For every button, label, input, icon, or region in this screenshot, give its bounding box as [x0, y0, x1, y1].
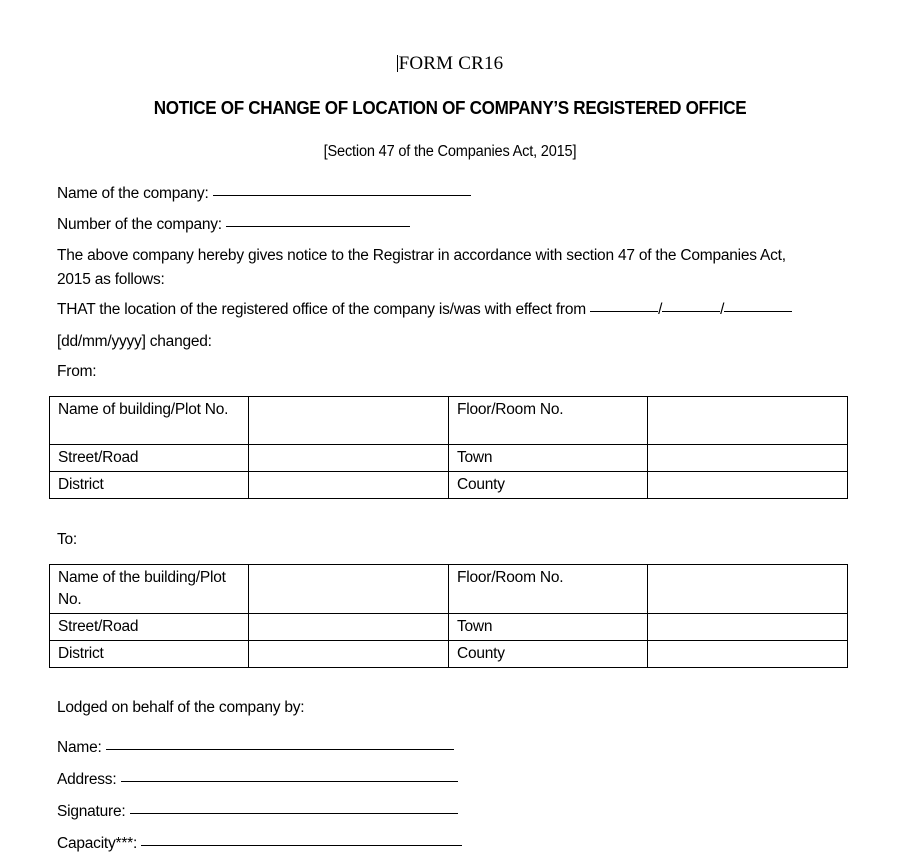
from-district-label: District [50, 472, 249, 499]
to-floor-label: Floor/Room No. [449, 565, 648, 614]
lodger-signature-label: Signature: [57, 803, 126, 820]
effective-date-year-input[interactable] [724, 311, 792, 312]
from-town-value[interactable] [648, 445, 848, 472]
to-district-label: District [50, 641, 249, 668]
effective-date-month-input[interactable] [662, 311, 720, 312]
table-row [50, 445, 848, 472]
from-floor-value[interactable] [648, 397, 848, 445]
to-town-label: Town [449, 614, 648, 641]
text-caret [397, 55, 398, 72]
lodger-name-label: Name: [57, 739, 102, 756]
to-town-value[interactable] [648, 614, 848, 641]
table-row [50, 472, 848, 499]
to-district-value[interactable] [249, 641, 449, 668]
from-building-label: Name of building/Plot No. [50, 397, 249, 445]
location-change-clause [57, 299, 792, 321]
table-row [50, 614, 848, 641]
page-title: NOTICE OF CHANGE OF LOCATION OF COMPANY’S REGISTERED OFFICE [153, 98, 747, 118]
document-subtitle: [Section 47 of the Companies Act, 2015] [323, 143, 577, 160]
lodger-name-row [57, 737, 454, 759]
lodger-capacity-row [57, 833, 462, 855]
from-address-table [49, 396, 848, 499]
to-street-value[interactable] [249, 614, 449, 641]
to-address-table [49, 564, 848, 668]
table-row [50, 565, 848, 614]
to-county-value[interactable] [648, 641, 848, 668]
to-street-label: Street/Road [50, 614, 249, 641]
company-number-input[interactable] [226, 226, 410, 227]
lodgement-heading: Lodged on behalf of the company by: [57, 699, 305, 716]
location-clause-text: THAT the location of the registered office of the company is/was with effect from [57, 301, 586, 318]
form-code-text: FORM CR16 [398, 53, 504, 74]
company-name-input[interactable] [213, 195, 471, 196]
lodger-capacity-label: Capacity***: [57, 835, 138, 852]
from-building-value[interactable] [249, 397, 449, 445]
notice-paragraph: The above company hereby gives notice to the Registrar in accordance with section 47 of the Companies Act, 2015 as follows: [57, 247, 786, 288]
date-separator-1: / [658, 301, 663, 318]
lodger-signature-row [57, 801, 458, 823]
to-floor-value[interactable] [648, 565, 848, 614]
table-row [50, 641, 848, 668]
company-number-label: Number of the company: [57, 216, 222, 233]
form-code-heading [0, 52, 900, 76]
from-district-value[interactable] [249, 472, 449, 499]
date-separator-2: / [720, 301, 725, 318]
from-address-label: From: [57, 363, 97, 380]
to-county-label: County [449, 641, 648, 668]
effective-date-day-input[interactable] [590, 311, 658, 312]
lodger-signature-input[interactable] [130, 813, 458, 814]
lodger-capacity-input[interactable] [141, 845, 462, 846]
table-row [50, 397, 848, 445]
company-name-field-row [57, 183, 471, 205]
from-county-value[interactable] [648, 472, 848, 499]
company-number-field-row [57, 214, 410, 236]
lodger-address-label: Address: [57, 771, 117, 788]
from-street-value[interactable] [249, 445, 449, 472]
from-county-label: County [449, 472, 648, 499]
lodger-address-input[interactable] [121, 781, 458, 782]
date-format-note: [dd/mm/yyyy] changed: [57, 333, 212, 350]
to-building-value[interactable] [249, 565, 449, 614]
company-name-label: Name of the company: [57, 185, 209, 202]
to-address-label: To: [57, 531, 78, 548]
from-street-label: Street/Road [50, 445, 249, 472]
lodger-name-input[interactable] [106, 749, 454, 750]
to-building-label: Name of the building/Plot No. [50, 565, 249, 614]
from-town-label: Town [449, 445, 648, 472]
from-floor-label: Floor/Room No. [449, 397, 648, 445]
lodger-address-row [57, 769, 458, 791]
